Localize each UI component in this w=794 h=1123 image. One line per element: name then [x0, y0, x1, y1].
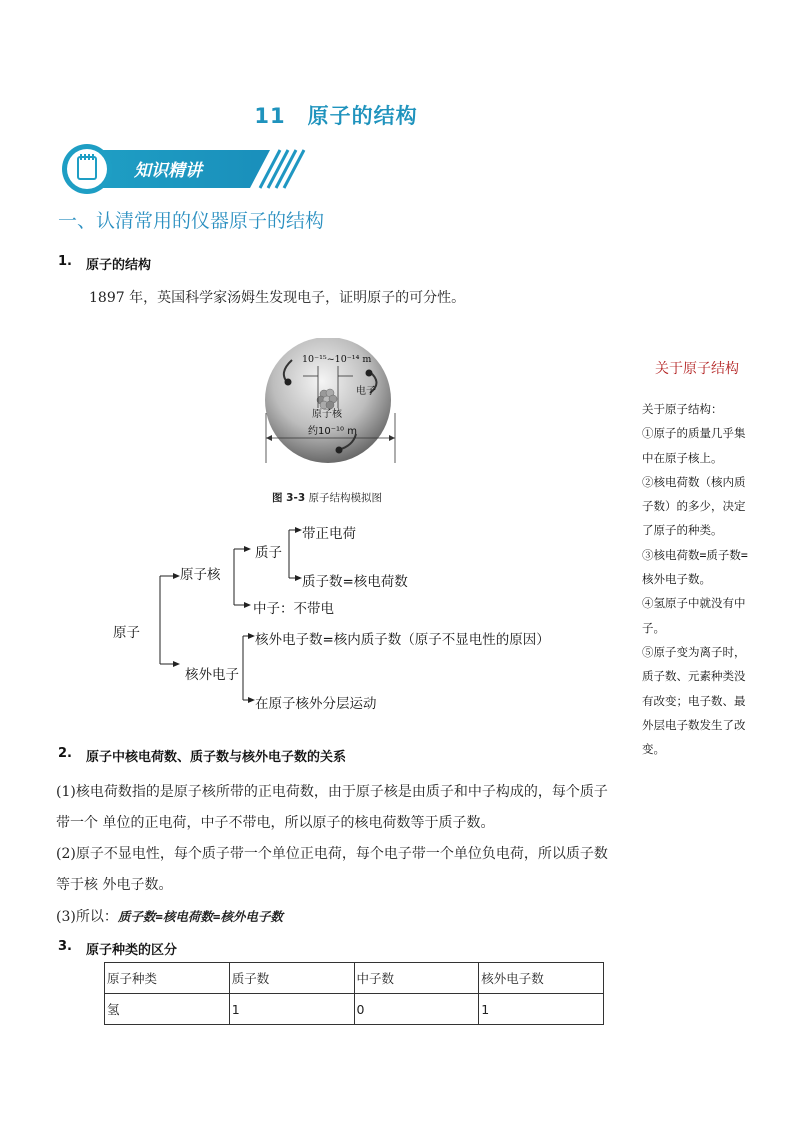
table-cell: 1 — [479, 994, 604, 1025]
nucleus-label: 原子核 — [312, 409, 342, 420]
table-cell: 0 — [354, 994, 479, 1025]
sidebar-line: ③核电荷数=质子数= — [642, 547, 748, 562]
sidebar-line: 有改变；电子数、最 — [642, 693, 746, 708]
tree-proton-charge: 带正电荷 — [302, 526, 356, 542]
tree-electron-motion: 在原子核外分层运动 — [255, 696, 377, 712]
conclusion-formula: 质子数=核电荷数=核外电子数 — [117, 909, 283, 924]
heading-3-number: 3. — [58, 939, 72, 954]
heading-2-text: 原子中核电荷数、质子数与核外电子数的关系 — [86, 750, 347, 765]
sidebar-line: ①原子的质量几乎集 — [642, 426, 746, 441]
section-heading: 一、认清常用的仪器原子的结构 — [58, 210, 325, 232]
sidebar-line: 核外电子数。 — [642, 572, 711, 587]
sidebar-line: ④氢原子中就没有中 — [642, 596, 746, 611]
sidebar-line: 子。 — [642, 620, 665, 635]
table-row — [105, 994, 604, 1025]
sidebar-line: ⑤原子变为离子时， — [642, 644, 746, 659]
sidebar-line: 质子数、元素种类没 — [642, 669, 746, 684]
heading-1-number: 1. — [58, 254, 72, 269]
table-cell: 氢 — [105, 994, 230, 1025]
paragraph-line: 带一个 单位的正电荷，中子不带电，所以原子的核电荷数等于质子数。 — [56, 815, 495, 831]
atom-size-label: 约10⁻¹⁰ m — [308, 426, 357, 437]
table-header-cell: 核外电子数 — [479, 963, 604, 994]
heading-2-number: 2. — [58, 746, 72, 761]
page-title: 11 原子的结构 — [254, 104, 418, 128]
figure-caption-number: 图 3-3 — [272, 492, 306, 504]
table-cell: 1 — [229, 994, 354, 1025]
sidebar-line: 了原子的种类。 — [642, 523, 723, 538]
sidebar-line: 关于原子结构： — [642, 402, 723, 416]
nucleus-size-label: 10⁻¹⁵~10⁻¹⁴ m — [302, 354, 372, 365]
table-header-row — [105, 963, 604, 994]
tree-nucleus: 原子核 — [180, 567, 221, 583]
sidebar-notes — [642, 397, 770, 761]
table-header-cell: 质子数 — [229, 963, 354, 994]
paragraph-relation — [56, 777, 616, 933]
paragraph-line — [56, 901, 616, 933]
atom-kinds-table — [104, 962, 604, 1025]
tree-outer-electrons: 核外电子 — [185, 667, 239, 683]
sidebar-line: 中在原子核上。 — [642, 450, 723, 465]
tree-proton-count: 质子数=核电荷数 — [302, 574, 408, 590]
heading-3-text: 原子种类的区分 — [86, 943, 178, 958]
heading-1-text: 原子的结构 — [86, 258, 152, 273]
paragraph-1897: 1897 年，英国科学家汤姆生发现电子，证明原子的可分性。 — [89, 290, 466, 306]
tree-root-atom: 原子 — [113, 625, 140, 641]
banner-label: 知识精讲 — [134, 161, 202, 181]
sidebar-line: 外层电子数发生了改 — [642, 717, 746, 732]
sidebar-line: ②核电荷数（核内质 — [642, 474, 746, 489]
conclusion-prefix: (3)所以： — [56, 909, 118, 925]
sidebar-line: 变。 — [642, 742, 665, 757]
paragraph-line: (1)核电荷数指的是原子核所带的正电荷数，由于原子核是由质子和中子构成的，每个质子 — [56, 784, 608, 800]
tree-neutron: 中子：不带电 — [253, 601, 334, 617]
table-header-cell: 中子数 — [354, 963, 479, 994]
paragraph-line: 等于核 外电子数。 — [56, 877, 173, 893]
figure-caption-text: 原子结构模拟图 — [308, 492, 382, 504]
paragraph-line: (2)原子不显电性，每个质子带一个单位正电荷，每个电子带一个单位负电荷，所以质子数 — [56, 846, 608, 862]
tree-proton: 质子 — [255, 545, 282, 561]
sidebar-line: 子数）的多少，决定 — [642, 499, 746, 514]
tree-electron-count: 核外电子数=核内质子数（原子不显电性的原因） — [255, 632, 550, 648]
sidebar-title: 关于原子结构 — [655, 361, 739, 377]
electron-label: 电子 — [356, 386, 376, 397]
table-header-cell: 原子种类 — [105, 963, 230, 994]
